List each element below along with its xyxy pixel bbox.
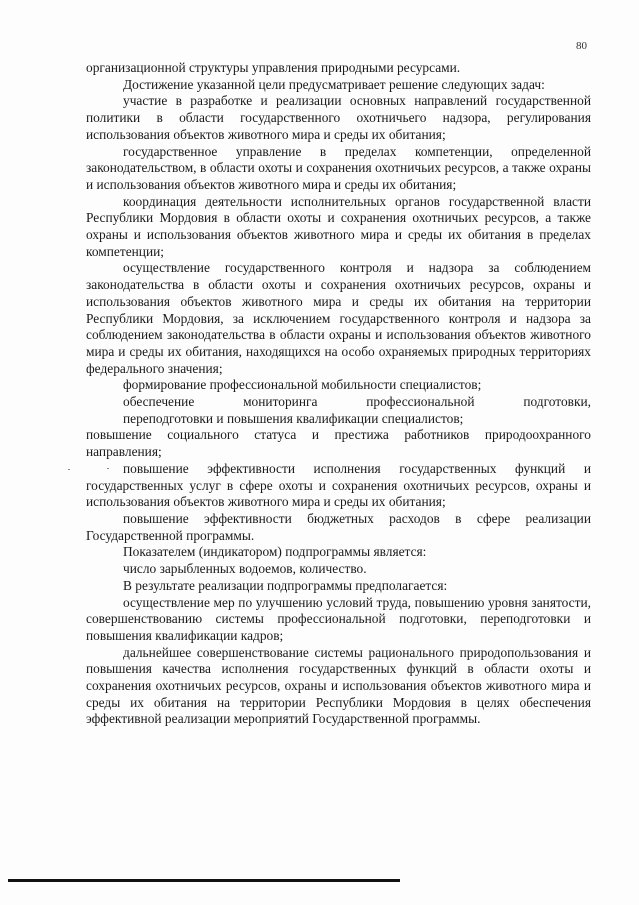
page-number: 80	[576, 40, 587, 52]
paragraph: повышение социального статуса и престижа работников природоохранного направления;	[86, 427, 591, 460]
paragraph: повышение эффективности исполнения государственных функций и государственных услуг в сфере охоты и сохранения охотничьих ресурсов, охраны и использования объектов животного мира и среды их обитания;	[86, 460, 591, 510]
paragraph: Достижение указанной цели предусматривает решение следующих задач:	[123, 76, 545, 92]
paragraph: осуществление мер по улучшению условий труда, повышению уровня занятости, совершенствованию системы профессиональной подготовки, переподготовки и повышения квалификации кадров;	[86, 594, 591, 643]
footer-rule	[8, 879, 400, 882]
paragraph: В результате реализации подпрограммы предполагается:	[123, 577, 448, 593]
scan-speck	[107, 468, 109, 469]
paragraph: повышение эффективности бюджетных расходов в сфере реализации Государственной программы.	[86, 510, 591, 543]
paragraph: участие в разработке и реализации основных направлений государственной политики в области государственного охотничьего надзора, регулирования использования объектов животного мира и среды их обитания;	[86, 93, 591, 142]
paragraph: обеспечение мониторинга профессиональной подготовки,	[123, 394, 591, 410]
paragraph: формирование профессиональной мобильности специалистов;	[123, 377, 482, 393]
paragraph: организационной структуры управления природными ресурсами.	[86, 60, 461, 75]
body-text	[86, 60, 591, 728]
paragraph: переподготовки и повышения квалификации специалистов;	[123, 410, 464, 426]
scan-speck	[68, 469, 70, 470]
paragraph: Показателем (индикатором) подпрограммы является:	[123, 544, 427, 560]
paragraph: координация деятельности исполнительных органов государственной власти Республики Мордовия в области охоты и сохранения охотничьих ресурсов, а также охраны и использования объектов животного мира и среды их обитания в пределах компетенции;	[86, 193, 591, 259]
paragraph: осуществление государственного контроля и надзора за соблюдением законодательства в области охоты и сохранения охотничьих ресурсов, охраны и использования объектов животного мира и среды их обитания на территории Республики Мордовия, за исключением государственного контроля и надзора за соблюдением законодательства в области охраны и использования объектов животного мира и среды их обитания, находящихся на особо охраняемых природных территориях федерального значения;	[86, 260, 591, 376]
paragraph: дальнейшее совершенствование системы рационального природопользования и повышения качества исполнения государственных функций в области охоты и сохранения охотничьих ресурсов, охраны и использования объектов животного мира и среды их обитания на территории Республики Мордовия в целях обеспечения эффективной реализации мероприятий Государственной программы.	[86, 644, 591, 727]
paragraph: государственное управление в пределах компетенции, определенной законодательством, в области охоты и сохранения охотничьих ресурсов, а также охраны и использования объектов животного мира и среды их обитания;	[86, 143, 591, 192]
paragraph: число зарыбленных водоемов, количество.	[123, 561, 367, 577]
